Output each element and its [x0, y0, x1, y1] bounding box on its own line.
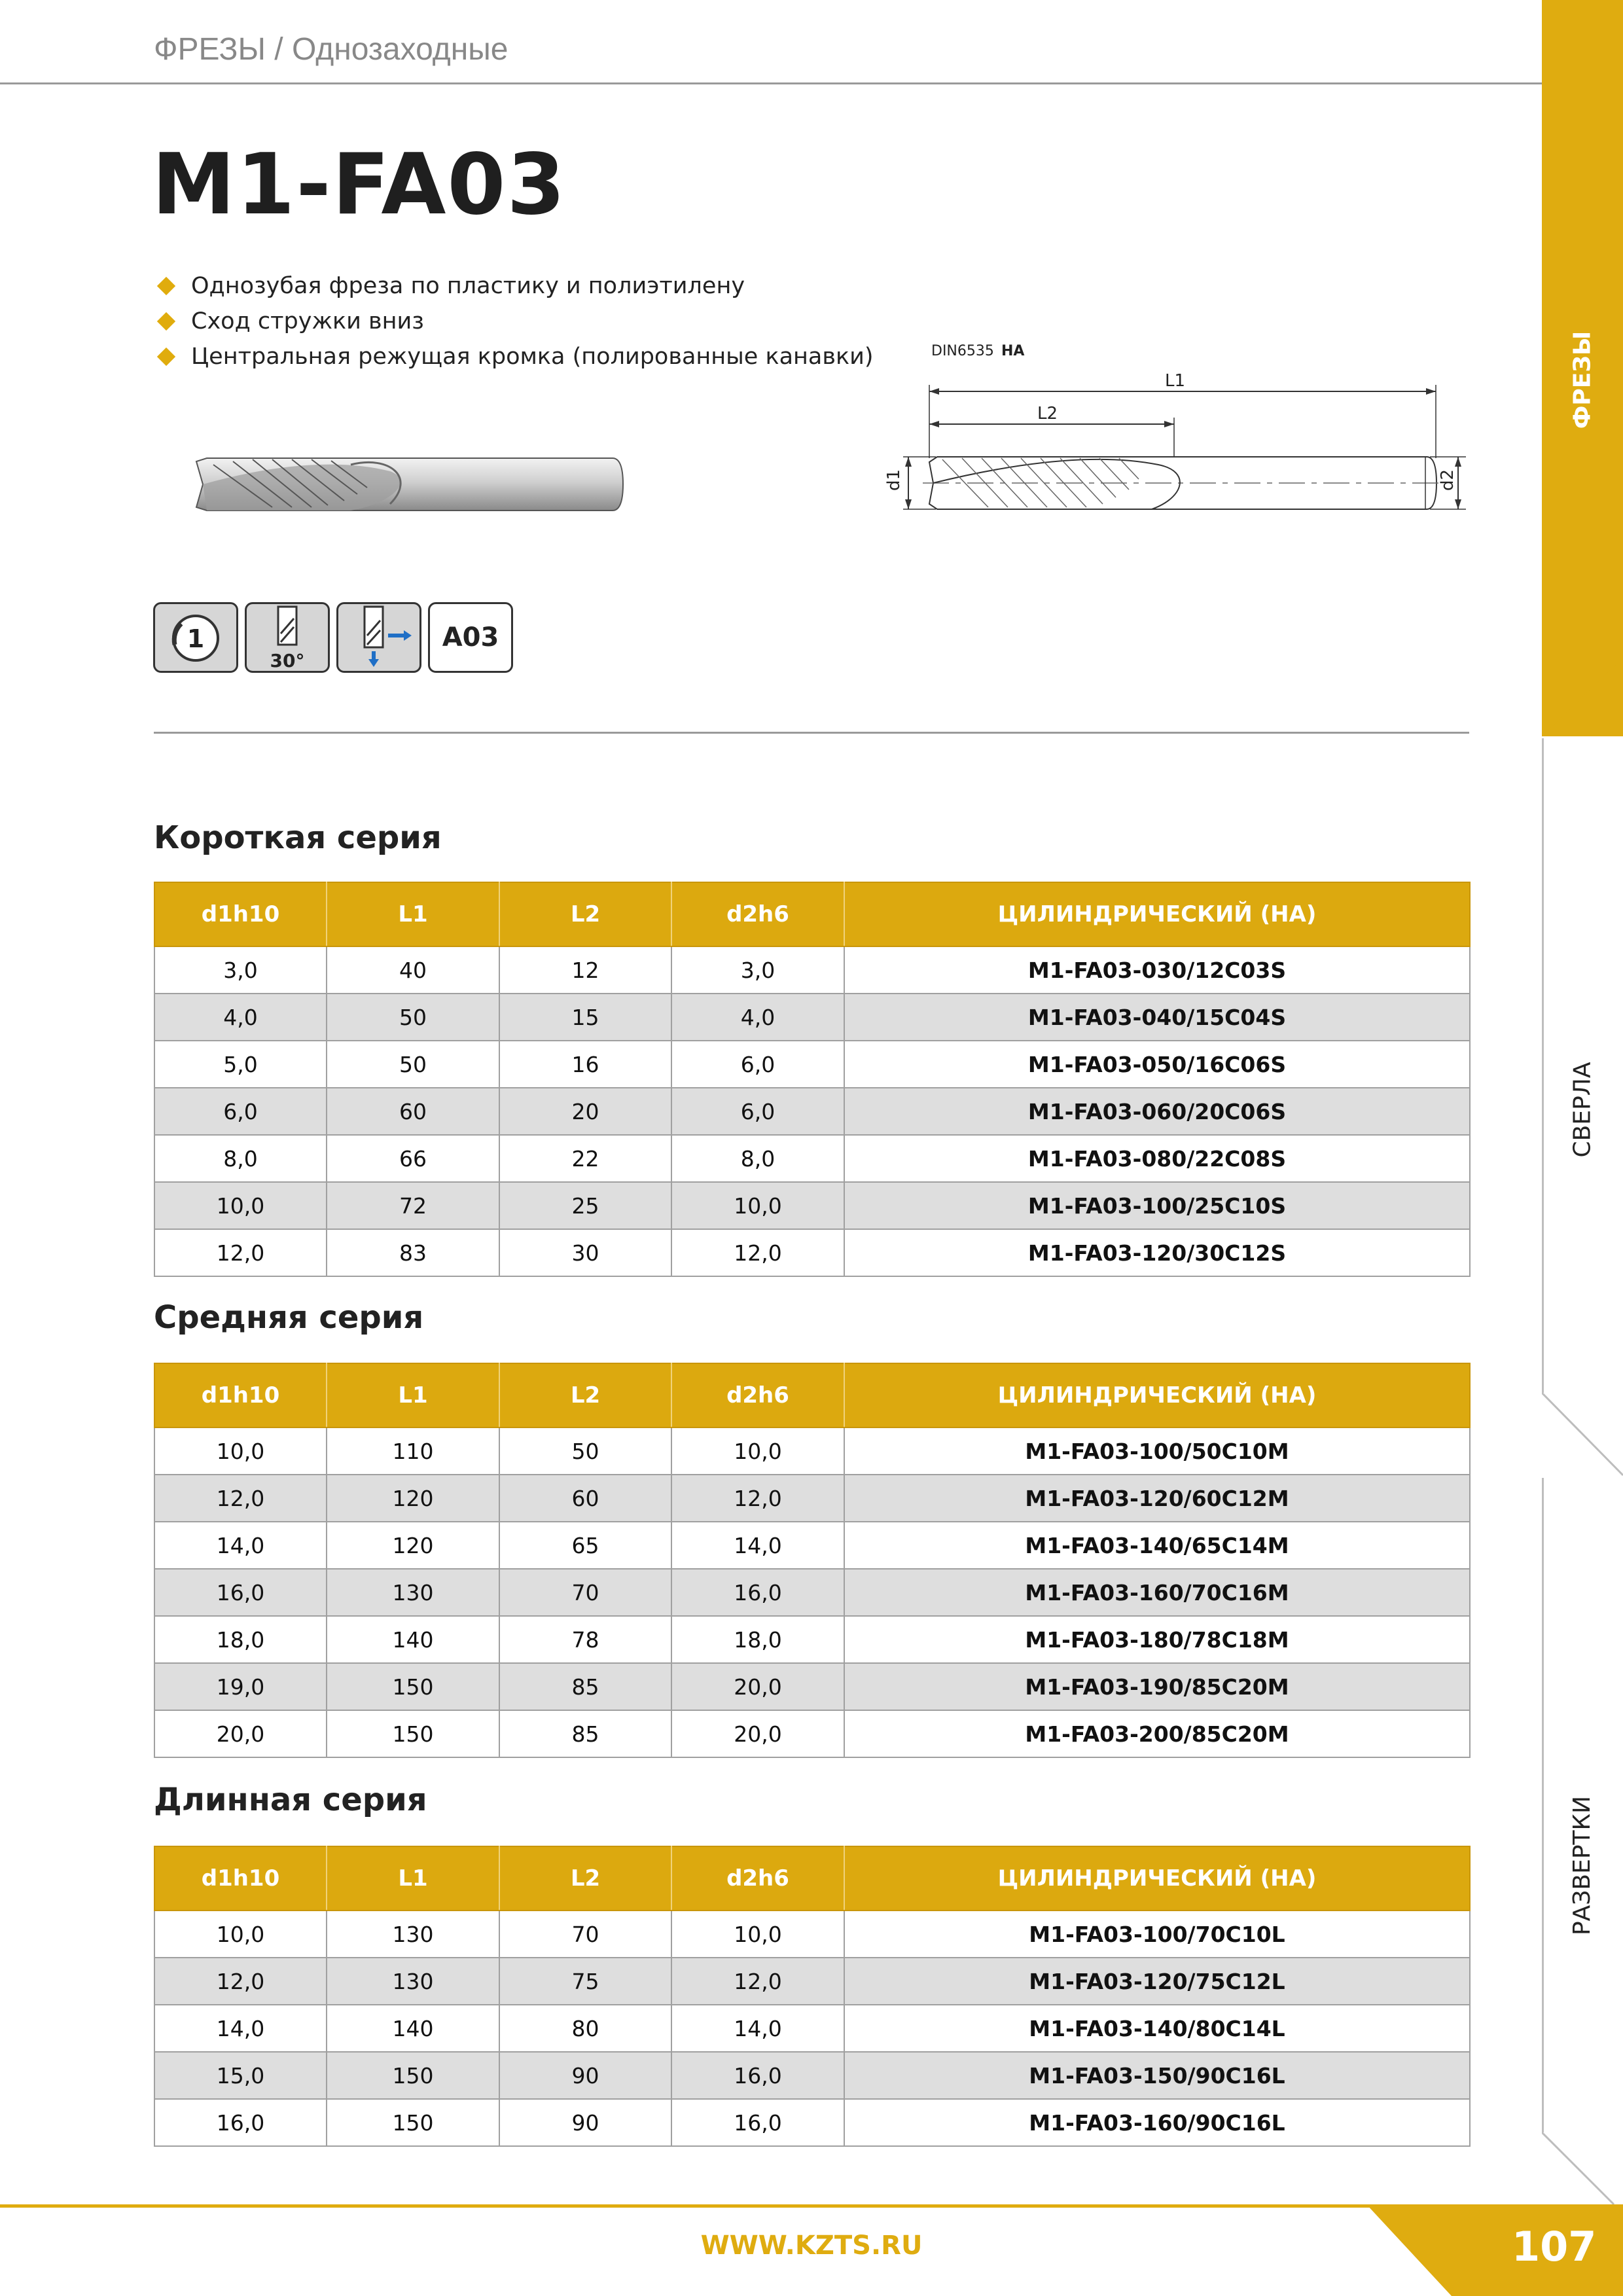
- cell-l2: 70: [499, 1569, 671, 1616]
- table-row: [154, 1616, 1470, 1663]
- cell-article-code: M1-FA03-100/25C10S: [844, 1182, 1470, 1229]
- cell-l2: 50: [499, 1427, 671, 1475]
- col-header-code: ЦИЛИНДРИЧЕСКИЙ (HA): [844, 1846, 1470, 1910]
- cell-d2: 16,0: [671, 1569, 844, 1616]
- cell-l1: 150: [327, 2099, 499, 2146]
- cell-l2: 75: [499, 1958, 671, 2005]
- col-header-l1: L1: [327, 882, 499, 946]
- cell-article-code: M1-FA03-190/85C20M: [844, 1663, 1470, 1710]
- chip-down-icon: [336, 602, 421, 673]
- table-row: [154, 994, 1470, 1041]
- cell-article-code: M1-FA03-120/75C12L: [844, 1958, 1470, 2005]
- feature-list: [156, 268, 874, 374]
- table-row: [154, 2099, 1470, 2146]
- table-row: [154, 946, 1470, 994]
- col-header-code: ЦИЛИНДРИЧЕСКИЙ (HA): [844, 882, 1470, 946]
- side-tab-label: РАЗВЕРТКИ: [1569, 1795, 1596, 1935]
- feature-item: Однозубая фреза по пластику и полиэтилену: [156, 268, 874, 304]
- cell-article-code: M1-FA03-140/65C14M: [844, 1522, 1470, 1569]
- cell-d2: 6,0: [671, 1041, 844, 1088]
- cell-d2: 14,0: [671, 2005, 844, 2052]
- cell-d2: 16,0: [671, 2099, 844, 2146]
- cell-d1: 16,0: [154, 1569, 327, 1616]
- cell-d2: 12,0: [671, 1229, 844, 1276]
- table-row: [154, 1663, 1470, 1710]
- tool-photo-image: [194, 452, 626, 517]
- table-long-series: [154, 1846, 1471, 2147]
- cell-l2: 60: [499, 1475, 671, 1522]
- cell-l2: 16: [499, 1041, 671, 1088]
- cell-d2: 10,0: [671, 1910, 844, 1958]
- cell-d1: 14,0: [154, 1522, 327, 1569]
- bullet-diamond-icon: [157, 312, 175, 331]
- cell-article-code: M1-FA03-180/78C18M: [844, 1616, 1470, 1663]
- side-tab-fold-icon: [1542, 1393, 1623, 1478]
- cell-d1: 12,0: [154, 1229, 327, 1276]
- table-row: [154, 1710, 1470, 1757]
- feature-item: Центральная режущая кромка (полированные канавки): [156, 339, 874, 374]
- table-row: [154, 2052, 1470, 2099]
- cell-l1: 40: [327, 946, 499, 994]
- cell-d2: 10,0: [671, 1427, 844, 1475]
- cell-l1: 66: [327, 1135, 499, 1182]
- footer-website-link[interactable]: WWW.KZTS.RU: [700, 2231, 923, 2261]
- cell-article-code: M1-FA03-150/90C16L: [844, 2052, 1470, 2099]
- svg-text:30°: 30°: [270, 650, 305, 671]
- table-row: [154, 1427, 1470, 1475]
- section-title-medium: Средняя серия: [154, 1299, 424, 1336]
- side-tab-fold-icon: [1542, 2132, 1623, 2204]
- cell-l2: 90: [499, 2099, 671, 2146]
- col-header-d2: d2h6: [671, 1363, 844, 1427]
- cell-d2: 6,0: [671, 1088, 844, 1135]
- col-header-d2: d2h6: [671, 882, 844, 946]
- cell-l2: 90: [499, 2052, 671, 2099]
- cell-d2: 16,0: [671, 2052, 844, 2099]
- cell-d2: 20,0: [671, 1710, 844, 1757]
- cell-d1: 5,0: [154, 1041, 327, 1088]
- cell-d1: 6,0: [154, 1088, 327, 1135]
- cell-l2: 20: [499, 1088, 671, 1135]
- cell-d1: 12,0: [154, 1958, 327, 2005]
- cell-l2: 65: [499, 1522, 671, 1569]
- cell-d1: 18,0: [154, 1616, 327, 1663]
- table-row: [154, 1135, 1470, 1182]
- cell-l1: 130: [327, 1958, 499, 2005]
- cell-l2: 25: [499, 1182, 671, 1229]
- side-tab-razvertki[interactable]: [1542, 1780, 1623, 1950]
- cell-l2: 70: [499, 1910, 671, 1958]
- cell-l1: 50: [327, 1041, 499, 1088]
- spec-icon-row: [153, 602, 513, 673]
- cell-article-code: M1-FA03-140/80C14L: [844, 2005, 1470, 2052]
- table-header-row: [154, 882, 1470, 946]
- cell-l1: 150: [327, 1710, 499, 1757]
- cell-l2: 85: [499, 1663, 671, 1710]
- col-header-l1: L1: [327, 1363, 499, 1427]
- side-tab-frezy-corner: [1542, 658, 1623, 736]
- cell-d1: 10,0: [154, 1910, 327, 1958]
- table-row: [154, 1522, 1470, 1569]
- cell-l1: 83: [327, 1229, 499, 1276]
- bullet-diamond-icon: [157, 348, 175, 366]
- cell-article-code: M1-FA03-160/90C16L: [844, 2099, 1470, 2146]
- cell-d1: 14,0: [154, 2005, 327, 2052]
- table-short-series: [154, 882, 1471, 1277]
- series-code-badge: A03: [428, 602, 513, 673]
- cell-l1: 140: [327, 2005, 499, 2052]
- table-row: [154, 1958, 1470, 2005]
- col-header-l2: L2: [499, 1363, 671, 1427]
- cell-d1: 4,0: [154, 994, 327, 1041]
- cell-l1: 150: [327, 2052, 499, 2099]
- cell-l1: 130: [327, 1569, 499, 1616]
- col-header-d1: d1h10: [154, 1846, 327, 1910]
- cell-l2: 15: [499, 994, 671, 1041]
- col-header-d1: d1h10: [154, 1363, 327, 1427]
- section-title-long: Длинная серия: [154, 1782, 427, 1818]
- col-header-d1: d1h10: [154, 882, 327, 946]
- cell-d1: 12,0: [154, 1475, 327, 1522]
- dim-d2-label: d2: [1438, 469, 1457, 491]
- helix-angle-icon: [245, 602, 330, 673]
- cell-l2: 78: [499, 1616, 671, 1663]
- table-row: [154, 1910, 1470, 1958]
- cell-d1: 10,0: [154, 1427, 327, 1475]
- technical-drawing: [877, 340, 1472, 530]
- cell-d2: 18,0: [671, 1616, 844, 1663]
- cell-d2: 12,0: [671, 1475, 844, 1522]
- cell-article-code: M1-FA03-080/22C08S: [844, 1135, 1470, 1182]
- cell-l1: 60: [327, 1088, 499, 1135]
- cell-d1: 19,0: [154, 1663, 327, 1710]
- cell-article-code: M1-FA03-200/85C20M: [844, 1710, 1470, 1757]
- table-row: [154, 1475, 1470, 1522]
- table-row: [154, 1041, 1470, 1088]
- cell-d2: 10,0: [671, 1182, 844, 1229]
- cell-d1: 10,0: [154, 1182, 327, 1229]
- cell-l1: 120: [327, 1522, 499, 1569]
- col-header-l2: L2: [499, 882, 671, 946]
- cell-d2: 4,0: [671, 994, 844, 1041]
- cell-l2: 12: [499, 946, 671, 994]
- col-header-l2: L2: [499, 1846, 671, 1910]
- drawing-standard-label: DIN6535: [931, 343, 994, 359]
- page-title: M1-FA03: [152, 136, 567, 234]
- cell-l2: 85: [499, 1710, 671, 1757]
- cell-article-code: M1-FA03-060/20C06S: [844, 1088, 1470, 1135]
- bullet-diamond-icon: [157, 277, 175, 295]
- cell-d2: 8,0: [671, 1135, 844, 1182]
- breadcrumb: ФРЕЗЫ / Однозаходные: [154, 32, 508, 67]
- cell-article-code: M1-FA03-120/30C12S: [844, 1229, 1470, 1276]
- cell-l1: 120: [327, 1475, 499, 1522]
- table-row: [154, 1229, 1470, 1276]
- table-row: [154, 1182, 1470, 1229]
- cell-d1: 16,0: [154, 2099, 327, 2146]
- cell-l1: 50: [327, 994, 499, 1041]
- page-number: 107: [1512, 2223, 1597, 2270]
- single-flute-icon: [153, 602, 238, 673]
- drawing-standard-type: HA: [1001, 343, 1025, 359]
- section-divider: [154, 732, 1469, 734]
- dim-l1-label: L1: [1165, 371, 1186, 391]
- feature-item: Сход стружки вниз: [156, 304, 874, 339]
- cell-article-code: M1-FA03-050/16C06S: [844, 1041, 1470, 1088]
- cell-article-code: M1-FA03-100/70C10L: [844, 1910, 1470, 1958]
- svg-text:1: 1: [187, 624, 205, 653]
- cell-d2: 12,0: [671, 1958, 844, 2005]
- table-medium-series: [154, 1363, 1471, 1758]
- cell-l2: 80: [499, 2005, 671, 2052]
- cell-d1: 20,0: [154, 1710, 327, 1757]
- dim-l2-label: L2: [1037, 404, 1058, 423]
- cell-d2: 20,0: [671, 1663, 844, 1710]
- cell-article-code: M1-FA03-040/15C04S: [844, 994, 1470, 1041]
- side-tab-frezy-label-box: [1542, 314, 1623, 445]
- table-row: [154, 1088, 1470, 1135]
- cell-l1: 72: [327, 1182, 499, 1229]
- cell-d2: 3,0: [671, 946, 844, 994]
- cell-l1: 140: [327, 1616, 499, 1663]
- dim-d1-label: d1: [884, 469, 904, 491]
- cell-l1: 130: [327, 1910, 499, 1958]
- table-row: [154, 2005, 1470, 2052]
- cell-d1: 3,0: [154, 946, 327, 994]
- col-header-d2: d2h6: [671, 1846, 844, 1910]
- cell-article-code: M1-FA03-120/60C12M: [844, 1475, 1470, 1522]
- table-row: [154, 1569, 1470, 1616]
- cell-article-code: M1-FA03-160/70C16M: [844, 1569, 1470, 1616]
- table-header-row: [154, 1846, 1470, 1910]
- side-tab-label: СВЕРЛА: [1569, 1062, 1596, 1157]
- cell-l1: 150: [327, 1663, 499, 1710]
- col-header-code: ЦИЛИНДРИЧЕСКИЙ (HA): [844, 1363, 1470, 1427]
- cell-l2: 30: [499, 1229, 671, 1276]
- side-tab-sverla[interactable]: [1542, 1044, 1623, 1175]
- cell-article-code: M1-FA03-030/12C03S: [844, 946, 1470, 994]
- cell-d1: 15,0: [154, 2052, 327, 2099]
- cell-article-code: M1-FA03-100/50C10M: [844, 1427, 1470, 1475]
- section-title-short: Короткая серия: [154, 819, 442, 856]
- cell-l1: 110: [327, 1427, 499, 1475]
- cell-l2: 22: [499, 1135, 671, 1182]
- col-header-l1: L1: [327, 1846, 499, 1910]
- footer-rule: [0, 2204, 1374, 2208]
- header-divider: [0, 82, 1542, 84]
- cell-d2: 14,0: [671, 1522, 844, 1569]
- cell-d1: 8,0: [154, 1135, 327, 1182]
- side-tab-label: ФРЕЗЫ: [1569, 331, 1596, 429]
- table-header-row: [154, 1363, 1470, 1427]
